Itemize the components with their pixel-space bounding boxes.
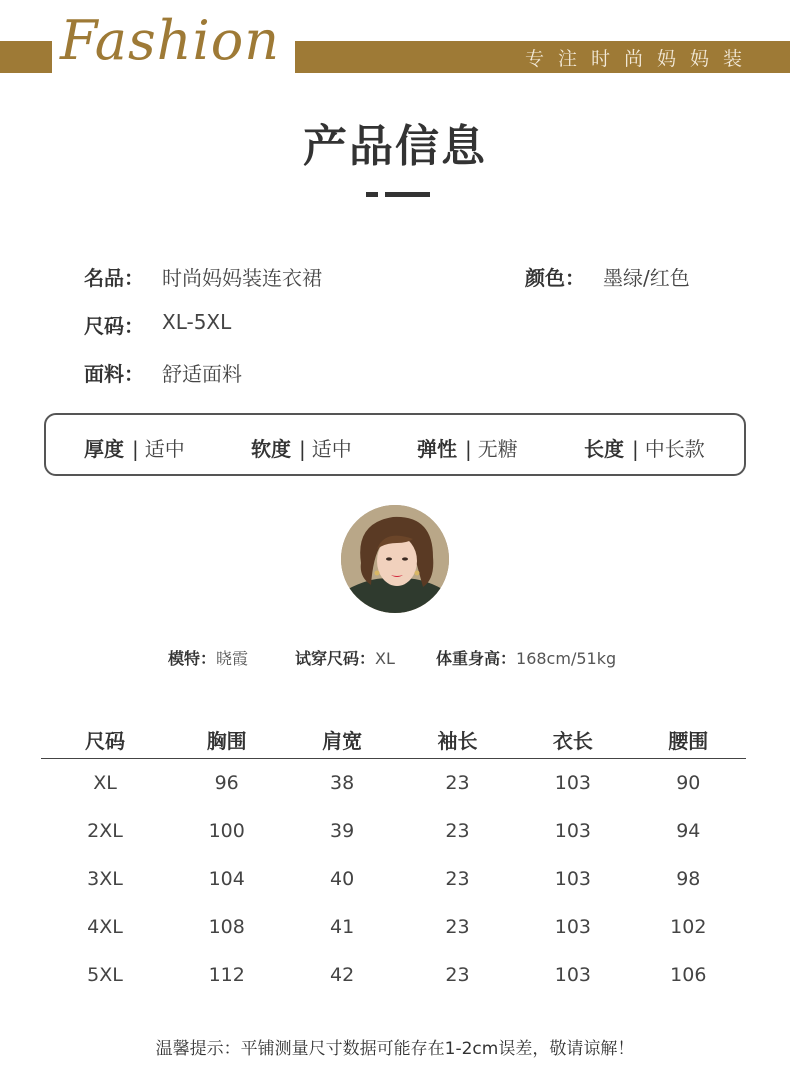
table-row [41,951,746,999]
table-cell: 23 [445,916,470,938]
table-cell: 23 [445,772,470,794]
table-header: 袖长 [400,720,515,759]
table-cell: 38 [329,772,355,794]
fabric-value: 舒适面料 [162,362,242,386]
attribute-key: 厚度 [84,437,124,461]
attribute-value: 中长款 [644,437,705,461]
table-cell: 23 [445,868,470,890]
measurement-note: 温馨提示：平铺测量尺寸数据可能存在1-2cm误差，敬请谅解！ [155,1039,635,1059]
table-header: 肩宽 [284,720,399,759]
table-cell: 94 [676,820,701,842]
header-bar-right [295,41,790,73]
table-cell: XL [93,772,117,794]
attribute-key: 长度 [584,437,624,461]
attribute-key: 弹性 [417,437,457,461]
table-cell: 103 [554,916,591,938]
table-cell: 23 [445,820,470,842]
table-cell: 106 [670,964,707,986]
table-cell: 102 [670,916,707,938]
title-divider [366,192,430,197]
attribute-thickness: 厚度 | 适中 [84,437,185,461]
table-cell: 41 [329,916,355,938]
table-header-row [41,720,746,759]
model-body-value: 168cm/51kg [516,649,617,668]
page-title: 产品信息 [303,121,487,172]
table-cell: 108 [208,916,245,938]
model-size-value: XL [375,649,395,668]
header-slogan: 专注时尚妈妈装 [524,47,756,70]
table-cell: 104 [208,868,245,890]
fabric-label: 面料： [84,362,144,386]
size-table [41,720,746,999]
model-name-label: 模特： [168,649,217,668]
attribute-value: 适中 [144,437,185,461]
table-header: 腰围 [631,720,746,759]
attribute-value: 适中 [311,437,352,461]
table-row [41,903,746,951]
table-header: 衣长 [515,720,630,759]
table-cell: 103 [554,964,591,986]
table-cell: 4XL [87,916,123,938]
model-body-label: 体重身高： [436,649,517,668]
attribute-elasticity: 弹性 | 无糖 [417,437,518,461]
table-row [41,759,746,808]
table-cell: 90 [676,772,701,794]
table-header: 尺码 [41,720,169,759]
attributes-box [44,413,746,476]
color-value: 墨绿/红色 [603,266,690,290]
model-size-label: 试穿尺码： [295,649,376,668]
table-row [41,855,746,903]
model-body [436,646,616,669]
model-trial-size [295,646,395,669]
table-cell: 100 [208,820,245,842]
name-value: 时尚妈妈装连衣裙 [162,266,322,290]
table-cell: 112 [208,964,245,986]
attribute-value: 无糖 [477,437,518,461]
table-cell: 3XL [87,868,123,890]
size-label: 尺码： [84,314,144,338]
color-label: 颜色： [525,266,585,290]
table-cell: 40 [329,868,355,890]
table-cell: 2XL [87,820,123,842]
table-cell: 103 [554,868,591,890]
table-cell: 23 [445,964,470,986]
model-name-value: 晓霞 [216,649,249,668]
attribute-key: 软度 [251,437,291,461]
brand-logo: Fashion [60,9,281,72]
name-label: 名品： [84,266,144,290]
size-value: XL-5XL [162,310,232,334]
model-portrait-icon [341,505,449,613]
model-name [168,646,248,669]
table-cell: 103 [554,772,591,794]
header-bar-left [0,41,52,73]
attribute-softness: 软度 | 适中 [251,437,352,461]
table-cell: 39 [329,820,355,842]
table-header: 胸围 [169,720,284,759]
table-cell: 98 [676,868,701,890]
attribute-length: 长度 | 中长款 [584,437,705,461]
table-cell: 103 [554,820,591,842]
table-cell: 42 [329,964,355,986]
model-avatar [341,505,449,613]
table-cell: 96 [214,772,239,794]
table-cell: 5XL [87,964,123,986]
table-row [41,807,746,855]
